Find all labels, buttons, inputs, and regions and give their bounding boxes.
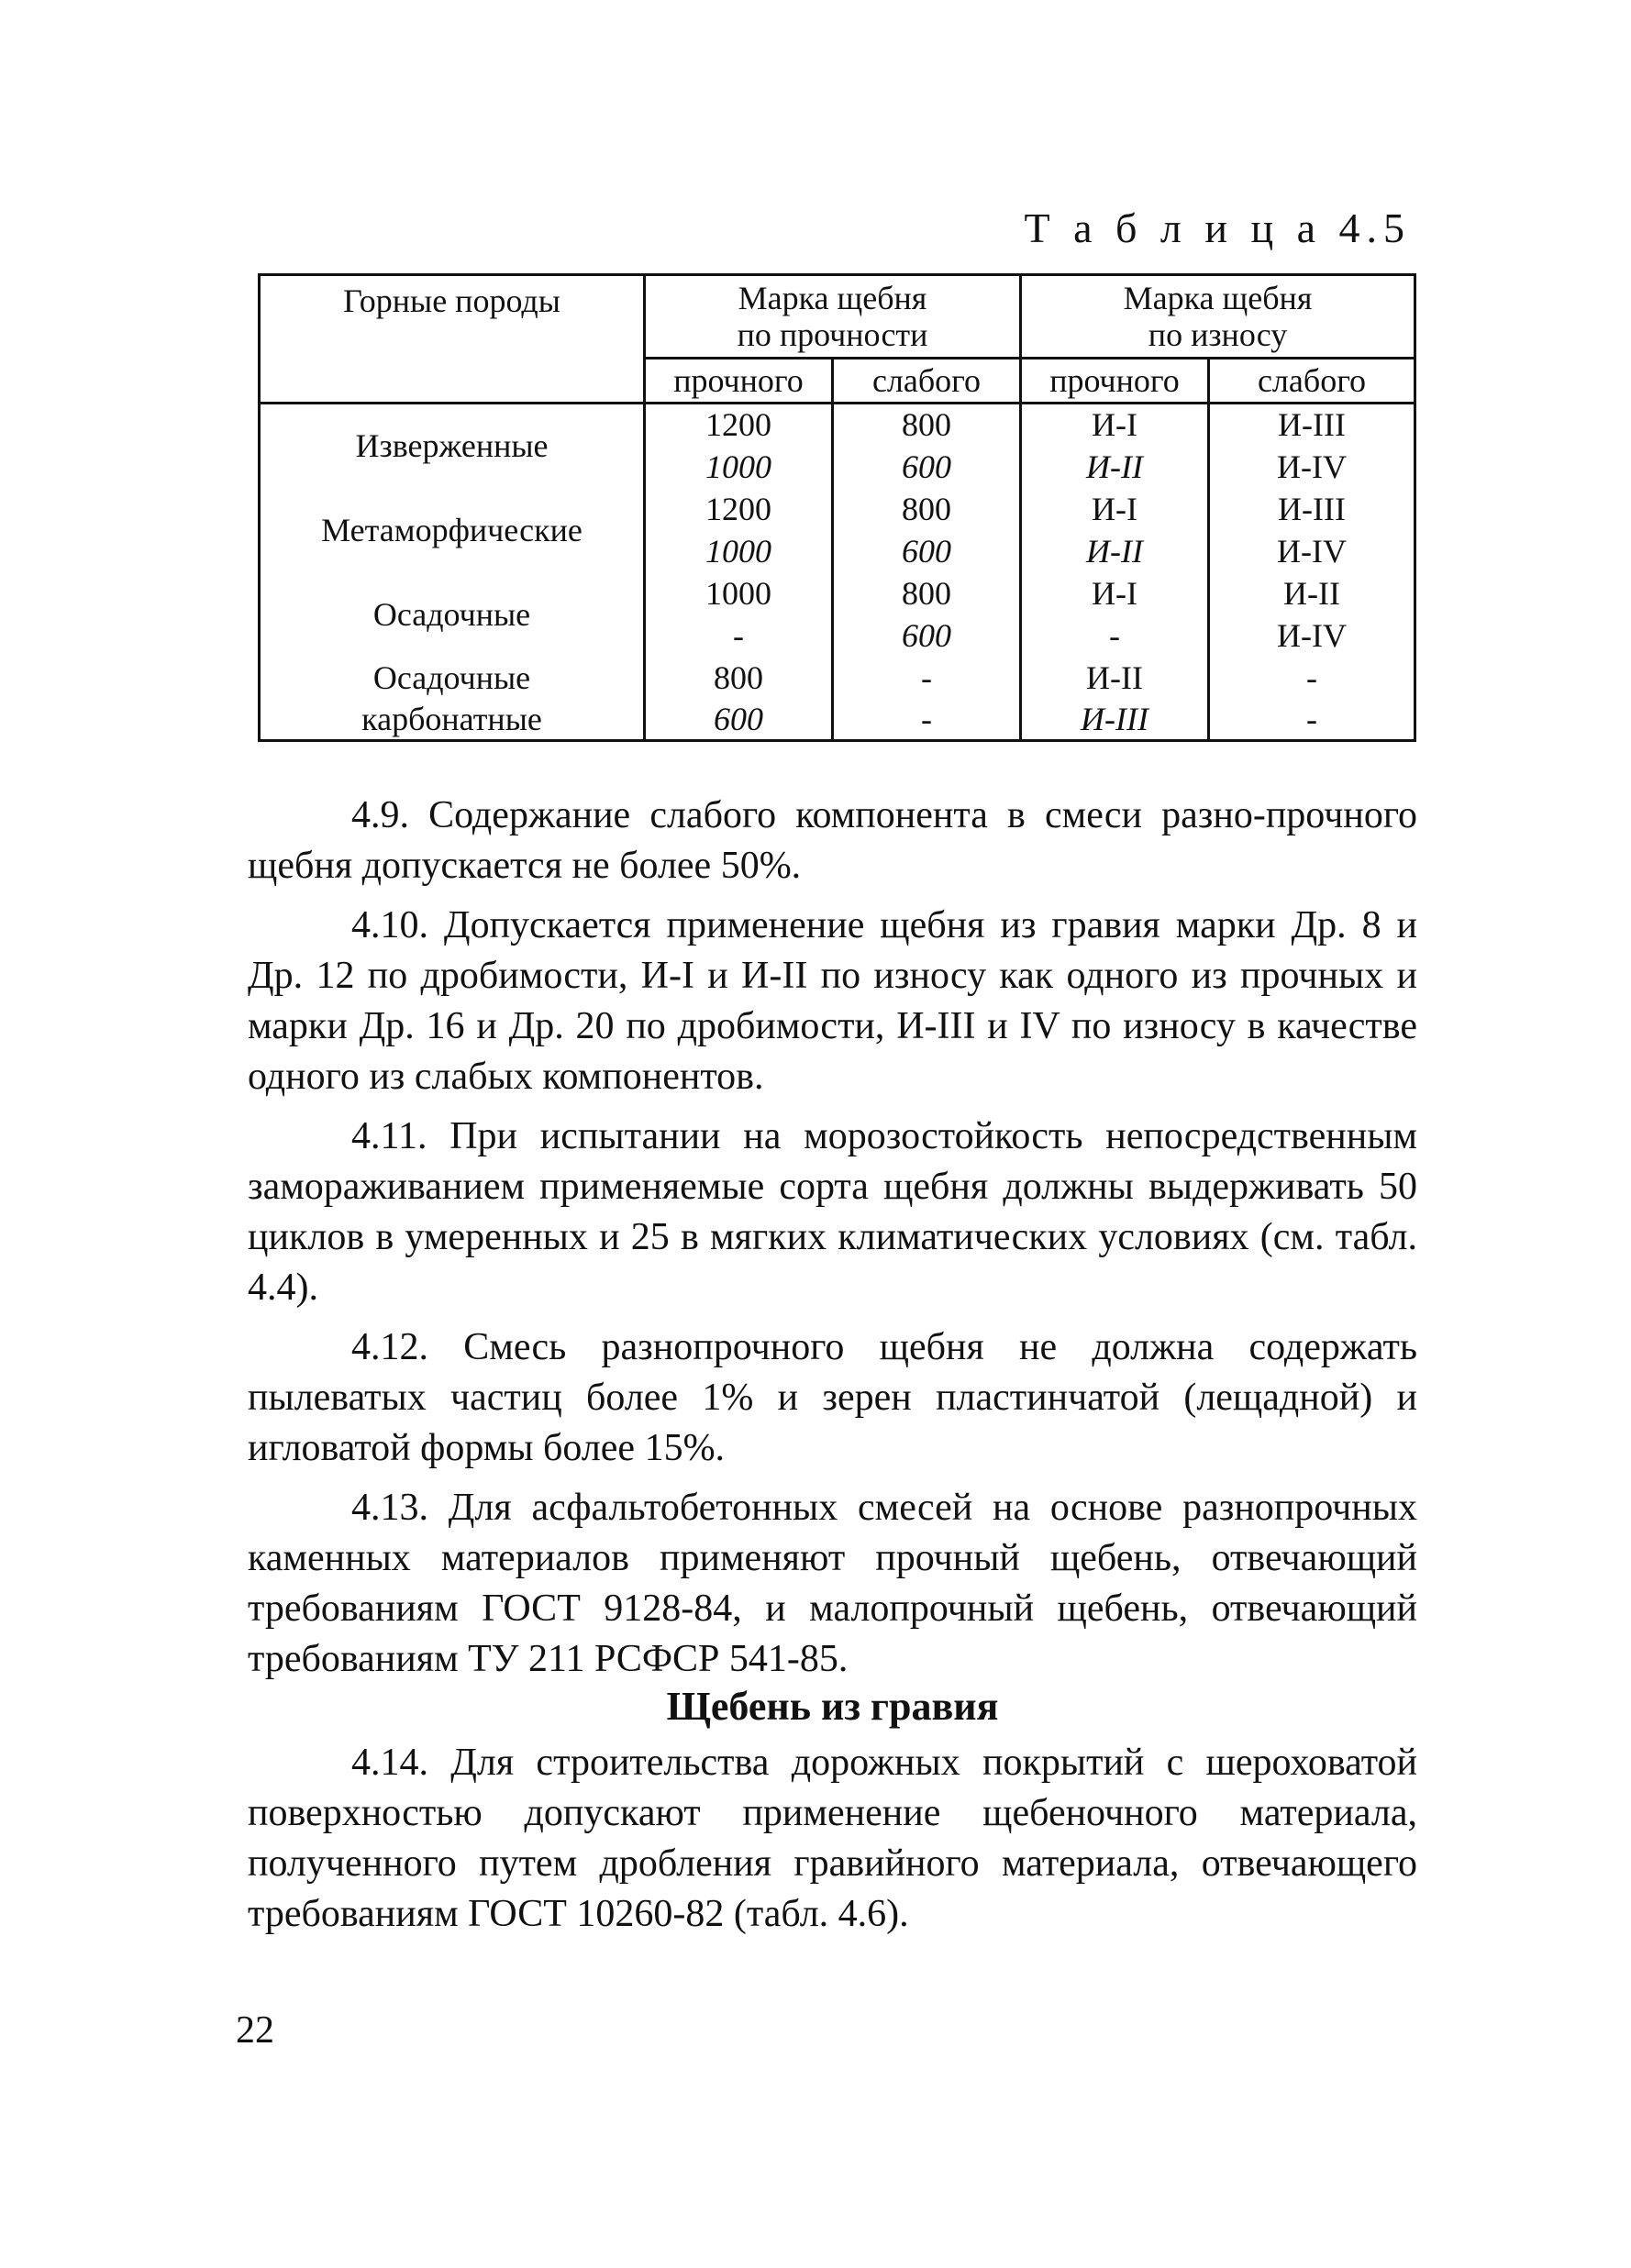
paragraph-4-9: 4.9. Содержание слабого компонента в смеси разно-прочного щебня допускается не более 50%. bbox=[248, 794, 1417, 887]
table-cell: И-II bbox=[1021, 657, 1209, 699]
table-row bbox=[260, 404, 1415, 446]
table-cell: 1000 bbox=[645, 530, 833, 572]
table-cell: И-III bbox=[1209, 404, 1415, 446]
header-wear-group bbox=[1021, 275, 1415, 359]
table-cell: И-I bbox=[1021, 488, 1209, 530]
paragraph-4-11: 4.11. При испытании на морозостойкость непосредственным замораживанием применяемые сорта щебня должны выдерживать 50 циклов в умеренных и 25 в мягких климатических условиях (см. табл. 4.4). bbox=[248, 1115, 1417, 1309]
body-text bbox=[248, 791, 1417, 1685]
table-cell: - bbox=[833, 657, 1021, 699]
table-cell: 800 bbox=[645, 657, 833, 699]
table-cell: - bbox=[1209, 699, 1415, 741]
table-cell: - bbox=[1021, 614, 1209, 657]
table-cell: 800 bbox=[833, 572, 1021, 614]
table-cell: И-II bbox=[1209, 572, 1415, 614]
table-cell: И-IV bbox=[1209, 446, 1415, 488]
table-cell: 800 bbox=[833, 488, 1021, 530]
table-cell: 600 bbox=[645, 699, 833, 741]
table-cell: 1200 bbox=[645, 404, 833, 446]
section-title: Щебень из гравия bbox=[666, 1684, 999, 1729]
table-cell: 600 bbox=[833, 614, 1021, 657]
rock-grade-table bbox=[258, 273, 1416, 742]
paragraph-4-13: 4.13. Для асфальтобетонных смесей на основе разнопрочных каменных материалов применяют прочный щебень, отвечающий требованиям ГОСТ 9128-84, и малопрочный щебень, отвечающий требованиям ТУ 211 РСФСР 541-85. bbox=[248, 1487, 1417, 1680]
rock-name-carbonate-line2: карбонатные bbox=[260, 699, 645, 741]
table-cell: И-I bbox=[1021, 572, 1209, 614]
paragraph-4-12: 4.12. Смесь разнопрочного щебня не должна содержать пылеватых частиц более 1% и зерен пластинчатой (лещадной) и игловатой формы более 15%. bbox=[248, 1326, 1417, 1469]
header-strength-line2: по прочности bbox=[737, 316, 928, 353]
table-cell: 1200 bbox=[645, 488, 833, 530]
table-cell: 600 bbox=[833, 530, 1021, 572]
page-number: 22 bbox=[236, 2009, 274, 2052]
table-cell: - bbox=[645, 614, 833, 657]
table-row bbox=[260, 699, 1415, 741]
table-cell: И-I bbox=[1021, 404, 1209, 446]
table-caption: Т а б л и ц а 4.5 bbox=[1024, 205, 1411, 251]
paragraph-4-14: 4.14. Для строительства дорожных покрытий с шероховатой поверхностью допускают применение щебеночного материала, полученного путем дробления гравийного материала, отвечающего требованиям ГОСТ 10260-82 (табл. 4.6). bbox=[248, 1742, 1417, 1935]
table-cell: И-II bbox=[1021, 446, 1209, 488]
table-row bbox=[260, 657, 1415, 699]
header-wear-line2: по износу bbox=[1148, 316, 1288, 353]
table-cell: 1000 bbox=[645, 446, 833, 488]
rock-name-metamorphic: Метаморфические bbox=[260, 488, 645, 572]
table-cell: - bbox=[833, 699, 1021, 741]
header-sub-weak-1: слабого bbox=[833, 359, 1021, 404]
table-cell: 1000 bbox=[645, 572, 833, 614]
table-cell: И-III bbox=[1021, 699, 1209, 741]
table-cell: 600 bbox=[833, 446, 1021, 488]
table-cell: - bbox=[1209, 657, 1415, 699]
header-wear-line1: Марка щебня bbox=[1123, 280, 1313, 316]
table-cell: И-IV bbox=[1209, 614, 1415, 657]
header-strength-line1: Марка щебня bbox=[738, 280, 927, 316]
rock-name-carbonate-line1: Осадочные bbox=[260, 657, 645, 699]
header-sub-strong-1: прочного bbox=[645, 359, 833, 404]
table-cell: И-II bbox=[1021, 530, 1209, 572]
section-body-text bbox=[248, 1738, 1417, 1940]
table-row bbox=[260, 488, 1415, 530]
header-rocks: Горные породы bbox=[260, 275, 645, 404]
rock-name-sedimentary: Осадочные bbox=[260, 572, 645, 657]
table-cell: И-IV bbox=[1209, 530, 1415, 572]
table-row bbox=[260, 572, 1415, 614]
header-sub-strong-2: прочного bbox=[1021, 359, 1209, 404]
table-cell: 800 bbox=[833, 404, 1021, 446]
header-sub-weak-2: слабого bbox=[1209, 359, 1415, 404]
header-strength-group bbox=[645, 275, 1021, 359]
rock-name-igneous: Изверженные bbox=[260, 404, 645, 488]
table-cell: И-III bbox=[1209, 488, 1415, 530]
paragraph-4-10: 4.10. Допускается применение щебня из гравия марки Др. 8 и Др. 12 по дробимости, И-I и И-II по износу как одного из прочных и марки Др. 16 и Др. 20 по дробимости, И-III и IV по износу в качестве одного из слабых компонентов. bbox=[248, 904, 1417, 1098]
